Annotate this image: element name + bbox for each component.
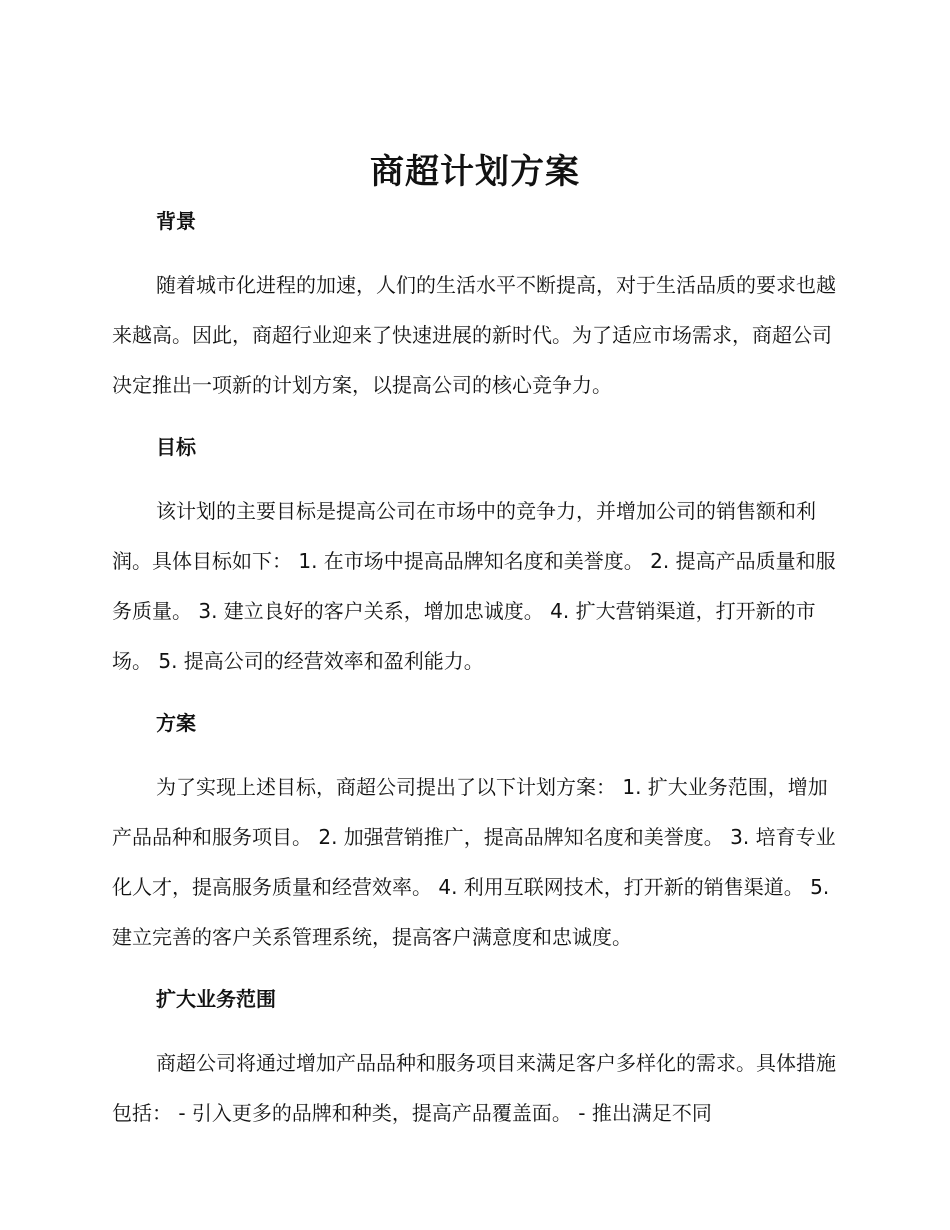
- section-paragraph-plan: 为了实现上述目标，商超公司提出了以下计划方案： 1. 扩大业务范围，增加产品品种和服务项目。 2. 加强营销推广，提高品牌知名度和美誉度。 3. 培育专业化人才，提高服务质量和经营效率。 4. 利用互联网技术，打开新的销售渠道。 5. 建立完善的客户关系管理系统，提高客户满意度和忠诚度。: [112, 775, 836, 949]
- section-paragraph-expand-business: 商超公司将通过增加产品品种和服务项目来满足客户多样化的需求。具体措施包括： - 引入更多的品牌和种类，提高产品覆盖面。 - 推出满足不同: [112, 1051, 836, 1125]
- section-heading-plan: 方案: [156, 711, 196, 735]
- section-heading-expand-business: 扩大业务范围: [156, 987, 276, 1011]
- section-heading-background: 背景: [156, 209, 196, 233]
- section-paragraph-goals: 该计划的主要目标是提高公司在市场中的竞争力，并增加公司的销售额和利润。具体目标如下： 1. 在市场中提高品牌知名度和美誉度。 2. 提高产品质量和服务质量。 3. 建立良好的客户关系，增加忠诚度。 4. 扩大营销渠道，打开新的市场。 5. 提高公司的经营效率和盈利能力。: [112, 499, 836, 673]
- section-heading-goals: 目标: [156, 435, 196, 459]
- section-paragraph-background: 随着城市化进程的加速，人们的生活水平不断提高，对于生活品质的要求也越来越高。因此，商超行业迎来了快速进展的新时代。为了适应市场需求，商超公司决定推出一项新的计划方案，以提高公司的核心竞争力。: [112, 273, 836, 397]
- document-title: 商超计划方案: [370, 152, 580, 192]
- document-body: [112, 200, 838, 1138]
